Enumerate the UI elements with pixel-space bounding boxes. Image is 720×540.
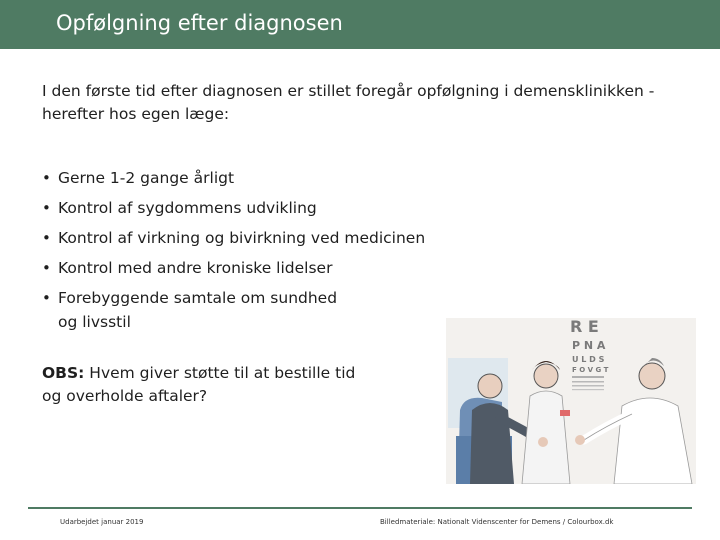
footer-credit: Billedmateriale: Nationalt Videnscenter for Demens / Colourbox.dk: [380, 518, 614, 526]
footer-divider: [28, 507, 692, 509]
list-item: • Kontrol med andre kroniske lidelser: [42, 253, 462, 283]
obs-note: [42, 362, 362, 408]
list-item: • Kontrol af virkning og bivirkning ved medicinen: [42, 223, 462, 253]
doctor-visit-illustration: [446, 318, 696, 484]
eye-chart-row: R E: [570, 318, 599, 336]
obs-label: OBS:: [42, 364, 85, 382]
eye-chart-row: F O V G T: [572, 366, 609, 374]
footer-date: Udarbejdet januar 2019: [60, 518, 144, 526]
obs-text: Hvem giver støtte til at bestille tid og overholde aftaler?: [42, 364, 356, 405]
list-item: • Kontrol af sygdommens udvikling: [42, 193, 462, 223]
bullet-text: Gerne 1-2 gange årligt: [58, 169, 235, 187]
list-item: • Gerne 1-2 gange årligt: [42, 163, 462, 193]
bullet-text: Forebyggende samtale om sundhed og livsstil: [58, 289, 338, 331]
eye-chart-row: U L D S: [572, 355, 605, 364]
list-item: • Forebyggende samtale om sundhed og livsstil: [42, 283, 462, 334]
bullet-list: [42, 163, 462, 334]
bullet-text: Kontrol med andre kroniske lidelser: [58, 259, 333, 277]
slide-title: Opfølgning efter diagnosen: [56, 11, 343, 35]
bullet-text: Kontrol af virkning og bivirkning ved medicinen: [58, 229, 426, 247]
eye-chart-row: P N A: [572, 339, 606, 352]
bullet-text: Kontrol af sygdommens udvikling: [58, 199, 317, 217]
title-bar: [0, 0, 720, 49]
intro-paragraph: I den første tid efter diagnosen er stillet foregår opfølgning i demensklinikken - herefter hos egen læge:: [42, 82, 655, 123]
